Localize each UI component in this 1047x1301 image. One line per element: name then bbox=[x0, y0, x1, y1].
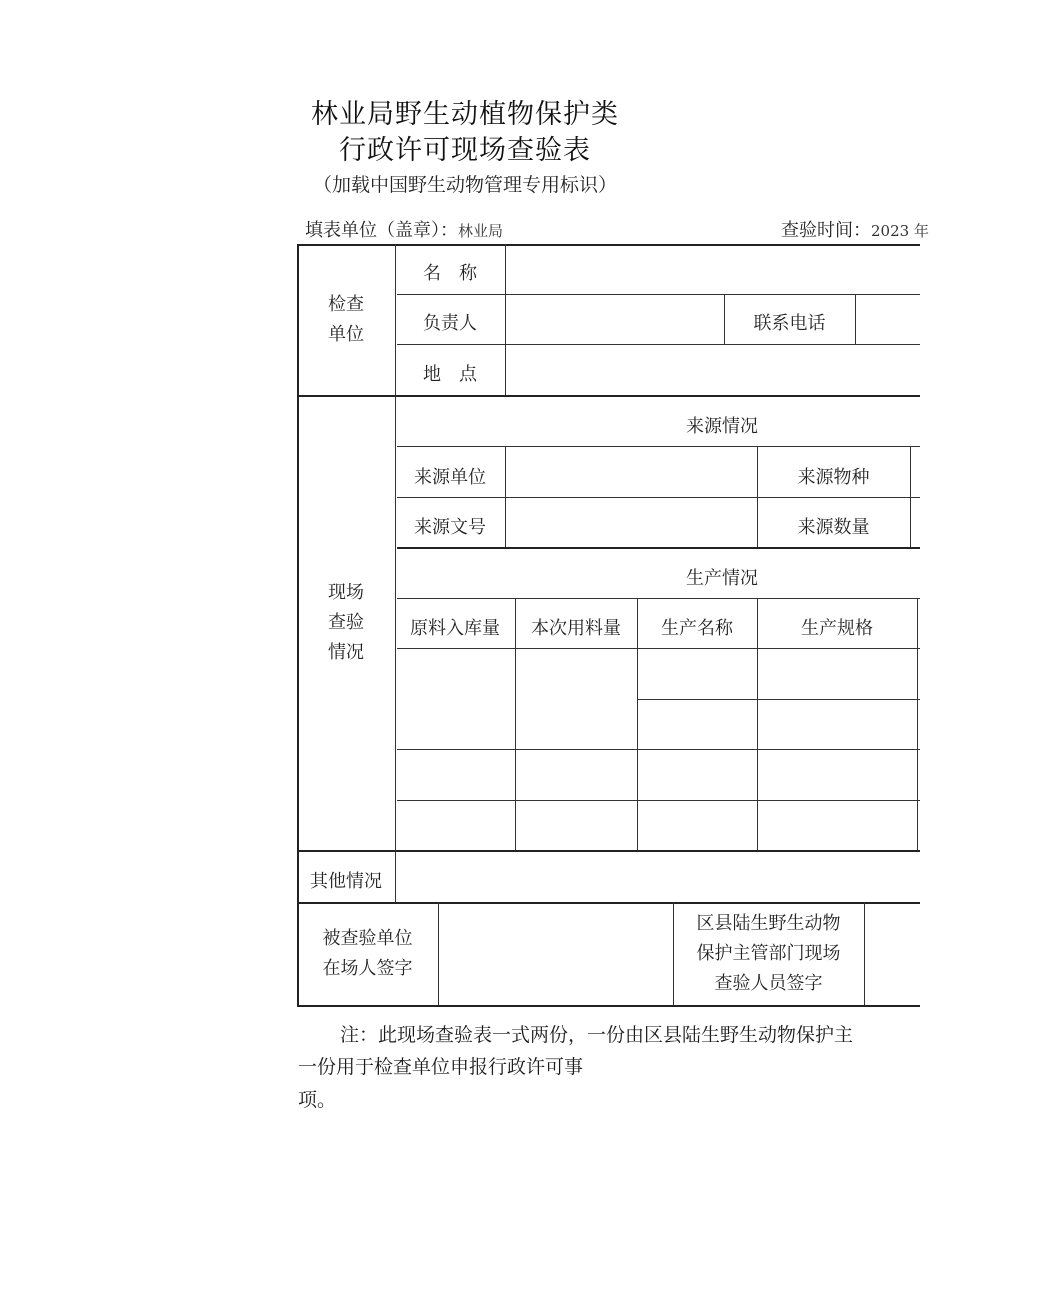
title-line-1: 林业局野生动植物保护类 bbox=[311, 99, 619, 130]
row-line bbox=[637, 699, 920, 700]
label-location: 地 点 bbox=[423, 364, 477, 385]
row-line bbox=[397, 547, 920, 549]
field-phone[interactable] bbox=[855, 294, 920, 344]
title-line-2: 行政许可现场查验表 bbox=[339, 135, 591, 166]
col-line bbox=[917, 598, 918, 850]
label-sign-dept: 区县陆生野生动物 保护主管部门现场 查验人员签字 bbox=[696, 912, 841, 994]
note-line-1: 注：此现场查验表一式两份，一份由区县陆生野生动物保护主 bbox=[340, 1024, 854, 1046]
table-bottom-border bbox=[297, 1005, 920, 1007]
label-prod-header: 生产情况 bbox=[686, 567, 758, 589]
col-used-material: 本次用料量 bbox=[531, 618, 621, 639]
label-name: 名 称 bbox=[423, 263, 477, 284]
label-source-species: 来源物种 bbox=[797, 466, 870, 488]
label-inspect-unit: 检查 单位 bbox=[328, 293, 364, 345]
field-other[interactable] bbox=[397, 850, 920, 902]
field-person[interactable] bbox=[505, 294, 724, 344]
inspection-time-label: 查验时间： bbox=[781, 220, 871, 241]
row-line bbox=[397, 800, 920, 801]
col-raw-material: 原料入库量 bbox=[410, 618, 500, 639]
col-line bbox=[910, 446, 911, 547]
field-source-unit[interactable] bbox=[505, 446, 757, 497]
label-person: 负责人 bbox=[423, 313, 477, 334]
field-location[interactable] bbox=[505, 344, 920, 395]
inspection-time bbox=[781, 216, 929, 242]
note-line-3: 项。 bbox=[298, 1089, 337, 1111]
fill-unit bbox=[305, 216, 503, 242]
label-phone: 联系电话 bbox=[753, 313, 826, 334]
label-source-header: 来源情况 bbox=[686, 415, 758, 437]
label-source-doc: 来源文号 bbox=[414, 516, 486, 538]
row-line bbox=[397, 749, 920, 750]
col-product-name: 生产名称 bbox=[661, 618, 733, 639]
fill-unit-value: 林业局 bbox=[458, 222, 504, 240]
col-product-spec: 生产规格 bbox=[801, 618, 873, 639]
label-source-unit: 来源单位 bbox=[414, 466, 486, 488]
note-line-2: 一份用于检查单位申报行政许可事 bbox=[298, 1056, 584, 1078]
fill-unit-label: 填表单位（盖章）： bbox=[305, 220, 458, 241]
row-line bbox=[397, 598, 920, 599]
label-other: 其他情况 bbox=[310, 871, 382, 892]
field-sign-inspected[interactable] bbox=[438, 902, 673, 1005]
label-sign-inspected: 被查验单位 在场人签字 bbox=[322, 927, 413, 979]
field-source-doc[interactable] bbox=[505, 497, 757, 547]
row-line bbox=[397, 648, 920, 649]
label-source-qty: 来源数量 bbox=[797, 516, 870, 538]
subtitle: （加载中国野生动物管理专用标识） bbox=[312, 174, 617, 196]
field-name[interactable] bbox=[505, 244, 920, 294]
field-sign-dept[interactable] bbox=[864, 902, 920, 1005]
label-onsite: 现场 查验 情况 bbox=[328, 581, 364, 663]
inspection-time-value: 2023 年 bbox=[871, 222, 929, 240]
